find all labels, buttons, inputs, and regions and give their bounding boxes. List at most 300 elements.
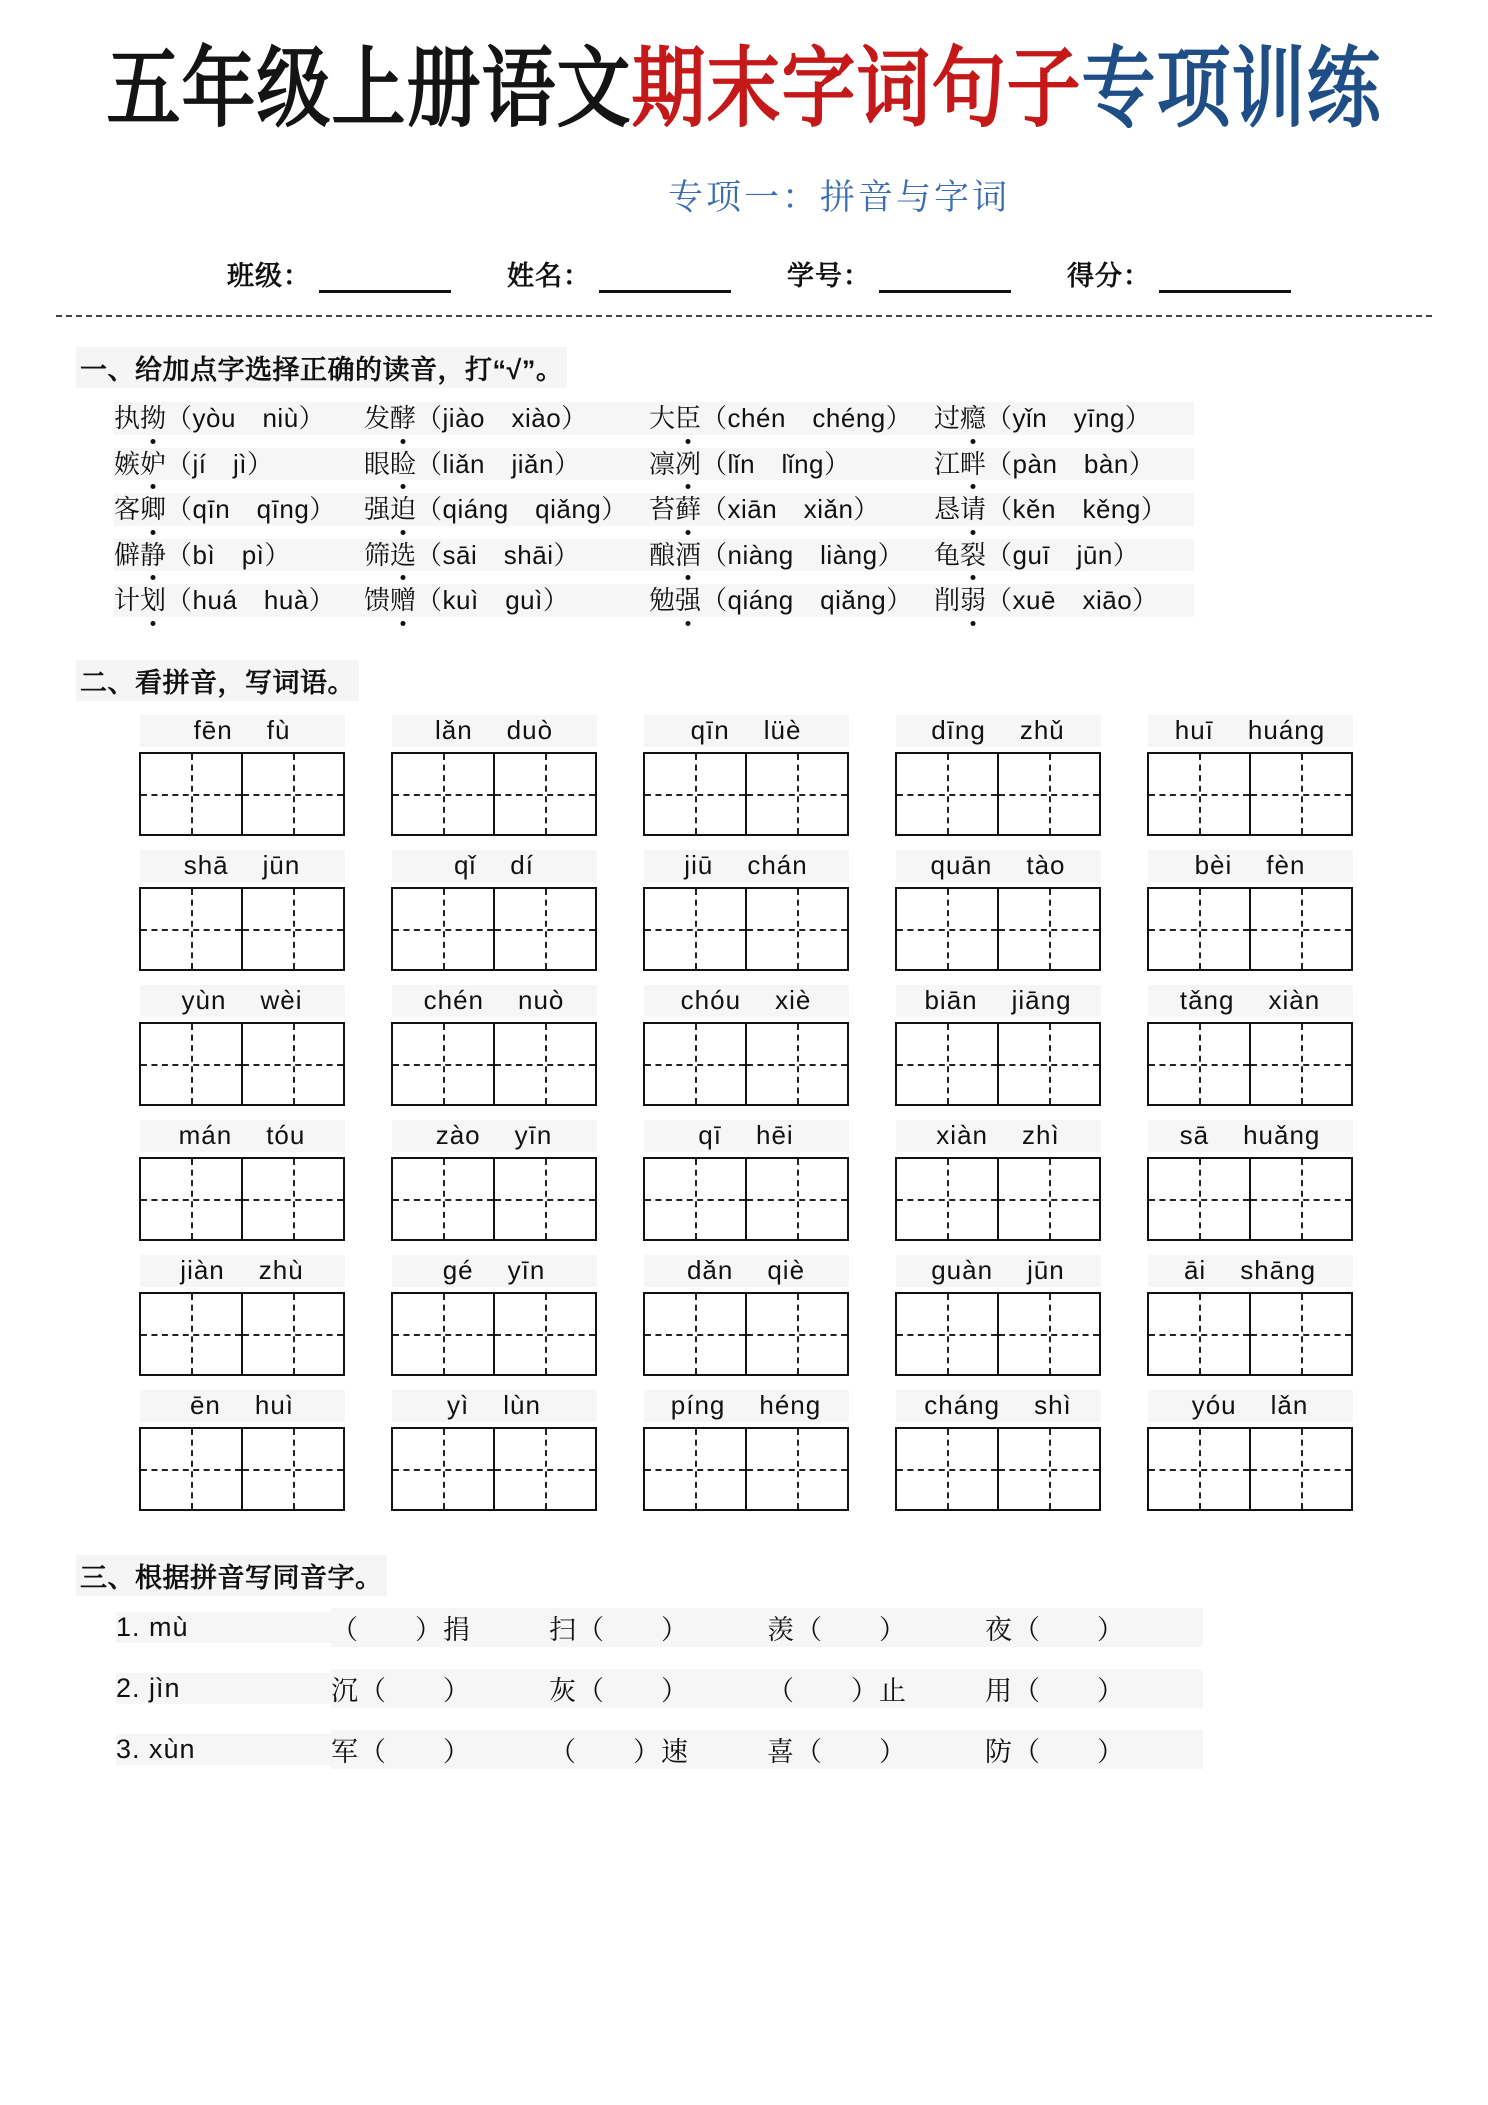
pronunciation-item[interactable] bbox=[649, 448, 934, 481]
score-field[interactable] bbox=[1067, 254, 1291, 293]
number-field[interactable] bbox=[787, 254, 1011, 293]
dotted-word-char: 妒 bbox=[140, 448, 167, 479]
homophone-blank-item[interactable]: 防（ ） bbox=[985, 1730, 1203, 1769]
pinyin-syllable-2: qiè bbox=[767, 1254, 806, 1285]
tianzige-writing-box[interactable] bbox=[643, 1292, 849, 1376]
word-char: 发 bbox=[364, 403, 391, 433]
pinyin-label bbox=[392, 1120, 597, 1152]
tianzige-writing-box[interactable] bbox=[391, 1022, 597, 1106]
tianzige-writing-box[interactable] bbox=[643, 1022, 849, 1106]
pinyin-word-group bbox=[116, 985, 368, 1106]
pinyin-syllable-2: huǎng bbox=[1243, 1119, 1321, 1150]
tianzige-cell[interactable] bbox=[393, 1159, 495, 1239]
pronunciation-item[interactable] bbox=[114, 448, 364, 481]
pinyin-syllable-2: fù bbox=[266, 714, 291, 745]
word-char: 嫉 bbox=[114, 448, 141, 479]
pinyin-word-group bbox=[1124, 985, 1376, 1106]
tianzige-cell[interactable] bbox=[1149, 1429, 1251, 1509]
pinyin-word-group bbox=[116, 850, 368, 971]
tianzige-cell[interactable] bbox=[897, 1429, 999, 1509]
pronunciation-options[interactable]: （jí jì） bbox=[166, 448, 274, 479]
tianzige-writing-box[interactable] bbox=[1147, 1157, 1353, 1241]
pinyin-syllable-2: jūn bbox=[262, 849, 301, 880]
pinyin-syllable-1: āi bbox=[1183, 1254, 1207, 1285]
tianzige-cell[interactable] bbox=[999, 889, 1099, 969]
homophone-pinyin-label: 2. jìn bbox=[116, 1673, 331, 1704]
number-label: 学号： bbox=[787, 261, 871, 291]
tianzige-cell[interactable] bbox=[1251, 1429, 1351, 1509]
pinyin-syllable-2: fèn bbox=[1266, 849, 1306, 880]
pinyin-syllable-2: zhǔ bbox=[1019, 714, 1065, 745]
pronunciation-options[interactable]: （lǐn lǐng） bbox=[701, 448, 851, 479]
section2-body bbox=[56, 715, 1432, 1511]
dotted-word-char: 瘾 bbox=[960, 403, 987, 433]
pinyin-label bbox=[392, 1255, 597, 1287]
pronunciation-item[interactable] bbox=[114, 539, 364, 572]
tianzige-cell[interactable] bbox=[1149, 1159, 1251, 1239]
pronunciation-options[interactable]: （xiān xiǎn） bbox=[701, 494, 880, 524]
section3-body bbox=[56, 1608, 1432, 1769]
tianzige-writing-box[interactable] bbox=[139, 752, 345, 836]
tianzige-cell[interactable] bbox=[495, 1294, 595, 1374]
word-char: 过 bbox=[934, 403, 961, 433]
pinyin-syllable-1: qī bbox=[698, 1119, 722, 1150]
tianzige-cell[interactable] bbox=[747, 1159, 847, 1239]
dotted-word-char: 畔 bbox=[960, 448, 987, 479]
pronunciation-options[interactable]: （bì pì） bbox=[166, 539, 291, 570]
pinyin-word-group bbox=[368, 850, 620, 971]
tianzige-writing-box[interactable] bbox=[139, 1427, 345, 1511]
pinyin-label bbox=[1148, 850, 1353, 882]
pinyin-syllable-1: zào bbox=[435, 1119, 481, 1150]
pronunciation-options[interactable]: （qīn qīng） bbox=[166, 494, 336, 524]
pinyin-label bbox=[896, 985, 1101, 1017]
tianzige-cell[interactable] bbox=[645, 1294, 747, 1374]
homophone-blank-item[interactable]: 喜（ ） bbox=[767, 1730, 985, 1769]
pronunciation-item[interactable] bbox=[649, 402, 934, 435]
pronunciation-row bbox=[114, 539, 1432, 572]
pinyin-label bbox=[140, 850, 345, 882]
tianzige-cell[interactable] bbox=[999, 1024, 1099, 1104]
tianzige-cell[interactable] bbox=[645, 1024, 747, 1104]
pinyin-label bbox=[896, 850, 1101, 882]
pronunciation-row bbox=[114, 584, 1432, 617]
pinyin-word-group bbox=[872, 985, 1124, 1106]
dashed-divider bbox=[56, 315, 1432, 317]
tianzige-writing-box[interactable] bbox=[139, 1157, 345, 1241]
pinyin-syllable-1: tǎng bbox=[1179, 984, 1235, 1015]
pronunciation-item[interactable] bbox=[364, 539, 649, 572]
tianzige-cell[interactable] bbox=[999, 1159, 1099, 1239]
pinyin-syllable-1: sā bbox=[1179, 1119, 1210, 1150]
pinyin-word-group bbox=[116, 1390, 368, 1511]
pronunciation-options[interactable]: （xuē xiāo） bbox=[986, 585, 1159, 615]
homophone-blank-item[interactable]: 用（ ） bbox=[985, 1669, 1203, 1708]
tianzige-writing-box[interactable] bbox=[895, 1157, 1101, 1241]
homophone-blank-item[interactable]: （ ）止 bbox=[767, 1669, 985, 1708]
dotted-word-char: 强 bbox=[675, 585, 702, 615]
pinyin-syllable-1: yóu bbox=[1191, 1389, 1237, 1420]
tianzige-cell[interactable] bbox=[1149, 1024, 1251, 1104]
pinyin-word-group bbox=[620, 1255, 872, 1376]
tianzige-cell[interactable] bbox=[747, 1294, 847, 1374]
pinyin-syllable-1: shā bbox=[183, 849, 229, 880]
pronunciation-options[interactable]: （liǎn jiǎn） bbox=[416, 448, 581, 479]
pinyin-word-row bbox=[116, 715, 1432, 836]
tianzige-cell[interactable] bbox=[897, 1294, 999, 1374]
section2-heading: 二、看拼音，写词语。 bbox=[76, 660, 359, 701]
pinyin-syllable-2: jiāng bbox=[1011, 984, 1072, 1015]
pronunciation-row bbox=[114, 402, 1432, 435]
pronunciation-item[interactable] bbox=[364, 584, 649, 617]
pinyin-word-group bbox=[872, 715, 1124, 836]
section1-heading: 一、给加点字选择正确的读音，打“√”。 bbox=[76, 347, 567, 388]
pronunciation-item[interactable] bbox=[934, 402, 1194, 435]
tianzige-cell[interactable] bbox=[1149, 1294, 1251, 1374]
dotted-word-char: 酵 bbox=[390, 403, 417, 433]
tianzige-cell[interactable] bbox=[1149, 754, 1251, 834]
section1-body bbox=[56, 402, 1432, 617]
pinyin-label bbox=[392, 1390, 597, 1422]
tianzige-cell[interactable] bbox=[243, 1294, 343, 1374]
pronunciation-item[interactable] bbox=[934, 539, 1194, 572]
tianzige-cell[interactable] bbox=[393, 1294, 495, 1374]
tianzige-cell[interactable] bbox=[141, 1429, 243, 1509]
tianzige-cell[interactable] bbox=[747, 754, 847, 834]
tianzige-writing-box[interactable] bbox=[643, 752, 849, 836]
tianzige-cell[interactable] bbox=[141, 1294, 243, 1374]
name-field[interactable] bbox=[507, 254, 731, 293]
pinyin-label bbox=[392, 850, 597, 882]
word-char: 江 bbox=[934, 448, 961, 479]
tianzige-cell[interactable] bbox=[1251, 754, 1351, 834]
word-char: 勉 bbox=[649, 585, 676, 615]
pinyin-syllable-2: huì bbox=[254, 1389, 295, 1420]
pronunciation-item[interactable] bbox=[649, 539, 934, 572]
tianzige-cell[interactable] bbox=[141, 754, 243, 834]
pinyin-syllable-2: wèi bbox=[260, 984, 303, 1015]
tianzige-writing-box[interactable] bbox=[643, 887, 849, 971]
tianzige-writing-box[interactable] bbox=[139, 1292, 345, 1376]
pronunciation-item[interactable] bbox=[364, 448, 649, 481]
tianzige-cell[interactable] bbox=[393, 1024, 495, 1104]
pinyin-label bbox=[392, 715, 597, 747]
tianzige-writing-box[interactable] bbox=[643, 1427, 849, 1511]
pinyin-syllable-1: yùn bbox=[181, 984, 227, 1015]
pinyin-word-group bbox=[872, 850, 1124, 971]
pronunciation-item[interactable] bbox=[364, 493, 649, 526]
title-part-red: 期末字词句子 bbox=[631, 39, 1082, 138]
pinyin-syllable-1: chóu bbox=[680, 984, 742, 1015]
tianzige-writing-box[interactable] bbox=[895, 887, 1101, 971]
title-part-blue: 专项训练 bbox=[1081, 39, 1382, 138]
tianzige-cell[interactable] bbox=[645, 889, 747, 969]
pinyin-syllable-2: tóu bbox=[266, 1119, 306, 1150]
pinyin-syllable-1: lǎn bbox=[434, 714, 473, 745]
pronunciation-options[interactable]: （jiào xiào） bbox=[416, 403, 588, 433]
tianzige-cell[interactable] bbox=[747, 1429, 847, 1509]
tianzige-cell[interactable] bbox=[495, 1429, 595, 1509]
homophone-blank-item[interactable]: 夜（ ） bbox=[985, 1608, 1203, 1647]
pronunciation-item[interactable] bbox=[649, 493, 934, 526]
number-blank[interactable] bbox=[879, 268, 1011, 293]
class-blank[interactable] bbox=[319, 268, 451, 293]
dotted-word-char: 裂 bbox=[960, 539, 987, 570]
pinyin-syllable-1: quān bbox=[930, 849, 993, 880]
score-label: 得分： bbox=[1067, 261, 1151, 291]
tianzige-cell[interactable] bbox=[747, 889, 847, 969]
pronunciation-options[interactable]: （yòu niù） bbox=[166, 403, 326, 433]
pronunciation-options[interactable]: （huá huà） bbox=[166, 585, 336, 615]
name-label: 姓名： bbox=[507, 261, 591, 291]
tianzige-cell[interactable] bbox=[897, 889, 999, 969]
class-field[interactable] bbox=[227, 254, 451, 293]
tianzige-cell[interactable] bbox=[645, 1159, 747, 1239]
tianzige-cell[interactable] bbox=[897, 1024, 999, 1104]
pinyin-word-group bbox=[1124, 1390, 1376, 1511]
tianzige-cell[interactable] bbox=[243, 1159, 343, 1239]
pinyin-syllable-2: zhì bbox=[1022, 1119, 1060, 1150]
word-char: 大 bbox=[649, 403, 676, 433]
student-info-line bbox=[56, 254, 1432, 293]
pinyin-word-group bbox=[872, 1120, 1124, 1241]
pronunciation-options[interactable]: （niàng liàng） bbox=[701, 539, 905, 570]
score-blank[interactable] bbox=[1159, 268, 1291, 293]
tianzige-writing-box[interactable] bbox=[139, 887, 345, 971]
pinyin-label bbox=[896, 1390, 1101, 1422]
pronunciation-options[interactable]: （kěn kěng） bbox=[986, 494, 1168, 524]
dotted-word-char: 划 bbox=[140, 585, 167, 615]
homophone-blank-item[interactable]: 沉（ ） bbox=[331, 1669, 549, 1708]
word-char: 僻 bbox=[114, 539, 141, 570]
title-part-black: 五年级上册语文 bbox=[106, 39, 632, 138]
word-char: 酿 bbox=[649, 539, 676, 570]
tianzige-cell[interactable] bbox=[645, 754, 747, 834]
page-title bbox=[56, 0, 1432, 138]
pinyin-word-group bbox=[368, 715, 620, 836]
word-char: 凛 bbox=[649, 448, 676, 479]
pinyin-label bbox=[644, 715, 849, 747]
tianzige-cell[interactable] bbox=[747, 1024, 847, 1104]
tianzige-cell[interactable] bbox=[495, 754, 595, 834]
pinyin-word-group bbox=[872, 1390, 1124, 1511]
tianzige-writing-box[interactable] bbox=[643, 1157, 849, 1241]
pinyin-syllable-2: chán bbox=[747, 849, 808, 880]
tianzige-cell[interactable] bbox=[1251, 889, 1351, 969]
tianzige-writing-box[interactable] bbox=[391, 1292, 597, 1376]
tianzige-cell[interactable] bbox=[243, 1429, 343, 1509]
tianzige-writing-box[interactable] bbox=[1147, 1427, 1353, 1511]
tianzige-writing-box[interactable] bbox=[895, 1427, 1101, 1511]
pinyin-syllable-2: jūn bbox=[1027, 1254, 1065, 1285]
pinyin-word-group bbox=[368, 1255, 620, 1376]
pinyin-label bbox=[644, 1120, 849, 1152]
pronunciation-options[interactable]: （yǐn yīng） bbox=[986, 403, 1152, 433]
name-blank[interactable] bbox=[599, 268, 731, 293]
pinyin-label bbox=[644, 1390, 849, 1422]
pronunciation-options[interactable]: （sāi shāi） bbox=[416, 539, 580, 570]
tianzige-writing-box[interactable] bbox=[391, 1157, 597, 1241]
pinyin-word-group bbox=[1124, 715, 1376, 836]
tianzige-cell[interactable] bbox=[393, 1429, 495, 1509]
tianzige-cell[interactable] bbox=[897, 754, 999, 834]
tianzige-writing-box[interactable] bbox=[391, 887, 597, 971]
homophone-row bbox=[116, 1669, 1432, 1708]
pinyin-label bbox=[140, 1255, 345, 1287]
pinyin-syllable-2: hēi bbox=[755, 1119, 794, 1150]
tianzige-cell[interactable] bbox=[897, 1159, 999, 1239]
pinyin-word-group bbox=[620, 985, 872, 1106]
pronunciation-options[interactable]: （chén chéng） bbox=[701, 403, 913, 433]
pinyin-syllable-1: jiàn bbox=[180, 1254, 225, 1285]
word-char: 强 bbox=[364, 494, 391, 524]
tianzige-cell[interactable] bbox=[243, 889, 343, 969]
pinyin-word-group bbox=[620, 715, 872, 836]
pronunciation-options[interactable]: （pàn bàn） bbox=[986, 448, 1156, 479]
pinyin-syllable-2: shāng bbox=[1240, 1254, 1317, 1285]
tianzige-cell[interactable] bbox=[141, 1159, 243, 1239]
tianzige-cell[interactable] bbox=[495, 889, 595, 969]
pinyin-word-group bbox=[1124, 1255, 1376, 1376]
tianzige-cell[interactable] bbox=[495, 1159, 595, 1239]
tianzige-cell[interactable] bbox=[393, 754, 495, 834]
pinyin-word-row bbox=[116, 985, 1432, 1106]
word-char: 筛 bbox=[364, 539, 391, 570]
pronunciation-item[interactable] bbox=[114, 584, 364, 617]
dotted-word-char: 弱 bbox=[960, 585, 987, 615]
homophone-blank-item[interactable]: 羡（ ） bbox=[767, 1608, 985, 1647]
homophone-blank-item[interactable]: 扫（ ） bbox=[549, 1608, 767, 1647]
pinyin-syllable-1: dǎn bbox=[686, 1254, 734, 1285]
pronunciation-item[interactable] bbox=[934, 584, 1194, 617]
dotted-word-char: 冽 bbox=[675, 448, 702, 479]
tianzige-writing-box[interactable] bbox=[391, 752, 597, 836]
pronunciation-options[interactable]: （guī jūn） bbox=[986, 539, 1140, 570]
tianzige-writing-box[interactable] bbox=[139, 1022, 345, 1106]
dotted-word-char: 酒 bbox=[675, 539, 702, 570]
homophone-blank-item[interactable]: （ ）速 bbox=[549, 1730, 767, 1769]
pinyin-syllable-1: dīng bbox=[931, 714, 986, 745]
tianzige-writing-box[interactable] bbox=[895, 1022, 1101, 1106]
tianzige-writing-box[interactable] bbox=[895, 1292, 1101, 1376]
pronunciation-options[interactable]: （qiáng qiǎng） bbox=[416, 494, 628, 524]
pinyin-label bbox=[140, 715, 345, 747]
pinyin-label bbox=[392, 985, 597, 1017]
dotted-word-char: 静 bbox=[140, 539, 167, 570]
pinyin-syllable-1: ēn bbox=[189, 1389, 221, 1420]
pinyin-word-group bbox=[368, 1390, 620, 1511]
pinyin-word-group bbox=[1124, 850, 1376, 971]
pronunciation-item[interactable] bbox=[114, 402, 364, 435]
dotted-word-char: 拗 bbox=[140, 403, 167, 433]
pronunciation-options[interactable]: （qiáng qiǎng） bbox=[701, 585, 913, 615]
pronunciation-item[interactable] bbox=[934, 493, 1194, 526]
word-char: 恳 bbox=[934, 494, 961, 524]
pinyin-word-row bbox=[116, 1390, 1432, 1511]
pinyin-syllable-1: cháng bbox=[924, 1389, 1001, 1420]
homophone-pinyin-label: 3. xùn bbox=[116, 1734, 331, 1765]
pinyin-syllable-1: biān bbox=[924, 984, 978, 1015]
pinyin-word-row bbox=[116, 1255, 1432, 1376]
pronunciation-item[interactable] bbox=[364, 402, 649, 435]
tianzige-cell[interactable] bbox=[1149, 889, 1251, 969]
homophone-pinyin-label: 1. mù bbox=[116, 1612, 331, 1643]
tianzige-writing-box[interactable] bbox=[895, 752, 1101, 836]
word-char: 苔 bbox=[649, 494, 676, 524]
pinyin-label bbox=[896, 715, 1101, 747]
tianzige-cell[interactable] bbox=[393, 889, 495, 969]
tianzige-writing-box[interactable] bbox=[1147, 887, 1353, 971]
tianzige-cell[interactable] bbox=[1251, 1024, 1351, 1104]
tianzige-writing-box[interactable] bbox=[1147, 1022, 1353, 1106]
tianzige-cell[interactable] bbox=[141, 1024, 243, 1104]
dotted-word-char: 迫 bbox=[390, 494, 417, 524]
tianzige-writing-box[interactable] bbox=[1147, 752, 1353, 836]
tianzige-cell[interactable] bbox=[1251, 1294, 1351, 1374]
tianzige-cell[interactable] bbox=[999, 1294, 1099, 1374]
dotted-word-char: 卿 bbox=[140, 494, 167, 524]
pinyin-syllable-1: fēn bbox=[193, 714, 233, 745]
pinyin-syllable-2: yīn bbox=[514, 1119, 553, 1150]
tianzige-cell[interactable] bbox=[999, 754, 1099, 834]
pinyin-syllable-2: héng bbox=[759, 1389, 822, 1420]
pinyin-label bbox=[644, 850, 849, 882]
pinyin-syllable-2: lǎn bbox=[1270, 1389, 1309, 1420]
section3-heading: 三、根据拼音写同音字。 bbox=[76, 1555, 387, 1596]
pinyin-syllable-1: jiū bbox=[684, 849, 714, 880]
pinyin-label bbox=[1148, 1390, 1353, 1422]
word-char: 执 bbox=[114, 403, 141, 433]
pinyin-syllable-2: shì bbox=[1034, 1389, 1072, 1420]
pinyin-syllable-1: bèi bbox=[1194, 849, 1233, 880]
pronunciation-options[interactable]: （kuì guì） bbox=[416, 585, 570, 615]
homophone-blank-item[interactable]: （ ）捐 bbox=[331, 1608, 549, 1647]
tianzige-cell[interactable] bbox=[243, 754, 343, 834]
pronunciation-item[interactable] bbox=[649, 584, 934, 617]
pronunciation-item[interactable] bbox=[114, 493, 364, 526]
pinyin-word-group bbox=[368, 1120, 620, 1241]
pinyin-syllable-2: nuò bbox=[518, 984, 565, 1015]
dotted-word-char: 选 bbox=[390, 539, 417, 570]
pinyin-label bbox=[644, 1255, 849, 1287]
homophone-blank-item[interactable]: 灰（ ） bbox=[549, 1669, 767, 1708]
pinyin-syllable-2: dí bbox=[510, 849, 534, 880]
homophone-blank-item[interactable]: 军（ ） bbox=[331, 1730, 549, 1769]
tianzige-cell[interactable] bbox=[1251, 1159, 1351, 1239]
pinyin-word-group bbox=[368, 985, 620, 1106]
pinyin-word-group bbox=[116, 715, 368, 836]
pinyin-syllable-1: píng bbox=[670, 1389, 726, 1420]
pinyin-syllable-1: yì bbox=[447, 1389, 470, 1420]
tianzige-cell[interactable] bbox=[645, 1429, 747, 1509]
pinyin-syllable-1: guàn bbox=[931, 1254, 994, 1285]
dotted-word-char: 赠 bbox=[390, 585, 417, 615]
word-char: 龟 bbox=[934, 539, 961, 570]
tianzige-writing-box[interactable] bbox=[391, 1427, 597, 1511]
dotted-word-char: 臣 bbox=[675, 403, 702, 433]
homophone-row bbox=[116, 1608, 1432, 1647]
tianzige-writing-box[interactable] bbox=[1147, 1292, 1353, 1376]
tianzige-cell[interactable] bbox=[495, 1024, 595, 1104]
word-char: 眼 bbox=[364, 448, 391, 479]
pinyin-word-row bbox=[116, 1120, 1432, 1241]
tianzige-cell[interactable] bbox=[999, 1429, 1099, 1509]
pronunciation-item[interactable] bbox=[934, 448, 1194, 481]
tianzige-cell[interactable] bbox=[141, 889, 243, 969]
tianzige-cell[interactable] bbox=[243, 1024, 343, 1104]
pinyin-syllable-2: lüè bbox=[763, 714, 802, 745]
subtitle: 专项一：拼音与字词 bbox=[667, 178, 1010, 217]
